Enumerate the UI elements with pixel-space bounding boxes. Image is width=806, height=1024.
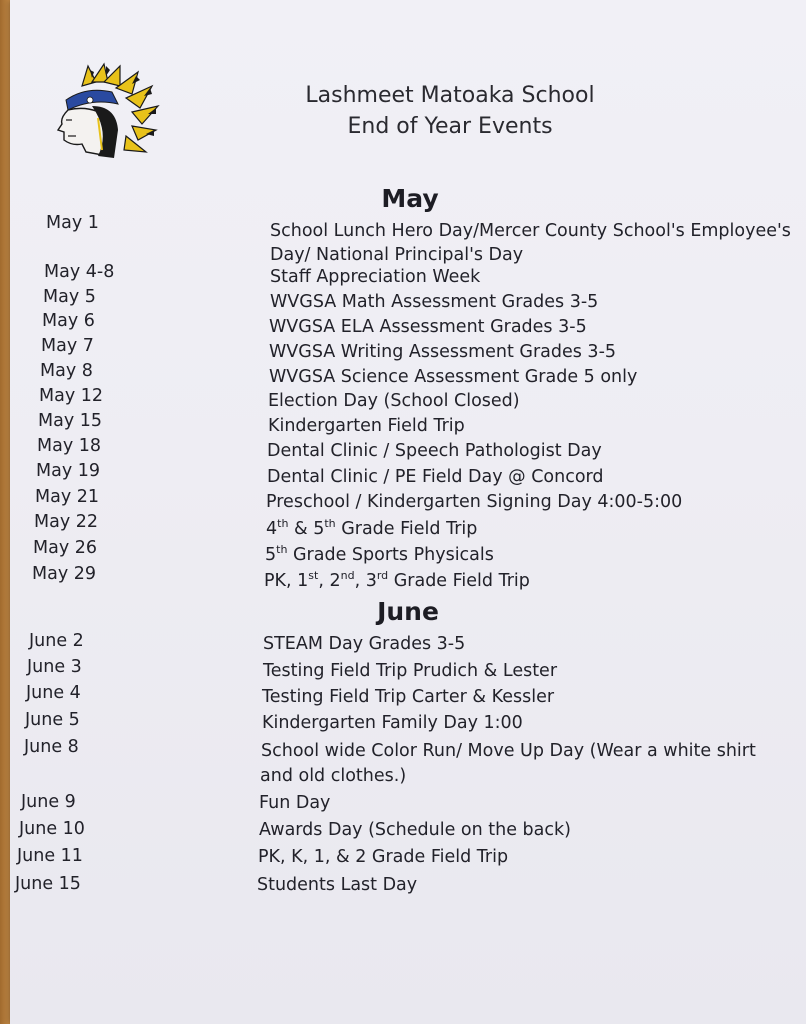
event-description: Dental Clinic / PE Field Day @ Concord [267, 467, 604, 487]
event-date: June 9 [21, 792, 76, 812]
event-date: May 8 [40, 361, 93, 381]
event-date: May 1 [46, 213, 99, 233]
event-date: June 2 [29, 631, 84, 651]
month-heading-june: June [377, 597, 439, 626]
event-description: Testing Field Trip Prudich & Lester [263, 661, 558, 681]
month-heading-may: May [381, 184, 439, 213]
event-date: May 19 [36, 461, 101, 481]
event-date: May 26 [33, 538, 98, 558]
event-date: June 15 [15, 874, 81, 894]
event-description: School Lunch Hero Day/Mercer County School's Employee's [270, 221, 791, 241]
event-description: School wide Color Run/ Move Up Day (Wear a white shirt [261, 741, 756, 761]
mascot-headdress-icon [52, 60, 164, 164]
event-date: June 5 [25, 710, 80, 730]
event-description-continued: Day/ National Principal's Day [270, 245, 524, 265]
event-description: Fun Day [259, 793, 331, 813]
school-name: Lashmeet Matoaka School [305, 83, 595, 108]
event-description: 5th Grade Sports Physicals [265, 543, 494, 565]
school-logo [52, 60, 164, 164]
event-date: May 7 [41, 336, 94, 356]
event-date: May 29 [32, 564, 97, 584]
event-description: PK, K, 1, & 2 Grade Field Trip [258, 847, 509, 867]
event-description: Students Last Day [257, 875, 418, 895]
event-date: May 4-8 [44, 262, 115, 282]
event-description: Testing Field Trip Carter & Kessler [262, 687, 555, 707]
event-date: May 22 [34, 512, 99, 532]
event-description: WVGSA Writing Assessment Grades 3-5 [269, 342, 617, 362]
event-description: WVGSA Math Assessment Grades 3-5 [270, 292, 599, 312]
event-description: 4th & 5th Grade Field Trip [266, 517, 478, 539]
event-description: Election Day (School Closed) [268, 391, 520, 411]
event-date: May 12 [39, 386, 104, 406]
event-description: Preschool / Kindergarten Signing Day 4:00-5:00 [266, 492, 683, 512]
event-description: Dental Clinic / Speech Pathologist Day [267, 441, 602, 461]
event-date: May 5 [43, 287, 96, 307]
event-description: Kindergarten Family Day 1:00 [262, 713, 523, 733]
event-description: WVGSA ELA Assessment Grades 3-5 [269, 317, 587, 337]
event-date: June 3 [27, 657, 82, 677]
event-date: June 11 [17, 846, 83, 866]
event-description: STEAM Day Grades 3-5 [263, 634, 466, 654]
event-date: June 8 [24, 737, 79, 757]
event-description: Awards Day (Schedule on the back) [259, 820, 571, 840]
event-date: May 15 [38, 411, 103, 431]
event-description: PK, 1st, 2nd, 3rd Grade Field Trip [264, 569, 530, 591]
event-description: Staff Appreciation Week [270, 267, 481, 287]
event-date: May 18 [37, 436, 102, 456]
event-date: June 10 [19, 819, 85, 839]
event-description-continued: and old clothes.) [260, 766, 407, 786]
event-description: WVGSA Science Assessment Grade 5 only [269, 367, 638, 387]
event-date: May 6 [42, 311, 95, 331]
event-date: May 21 [35, 487, 100, 507]
event-date: June 4 [26, 683, 81, 703]
page-subtitle: End of Year Events [347, 114, 553, 139]
event-description: Kindergarten Field Trip [268, 416, 465, 436]
